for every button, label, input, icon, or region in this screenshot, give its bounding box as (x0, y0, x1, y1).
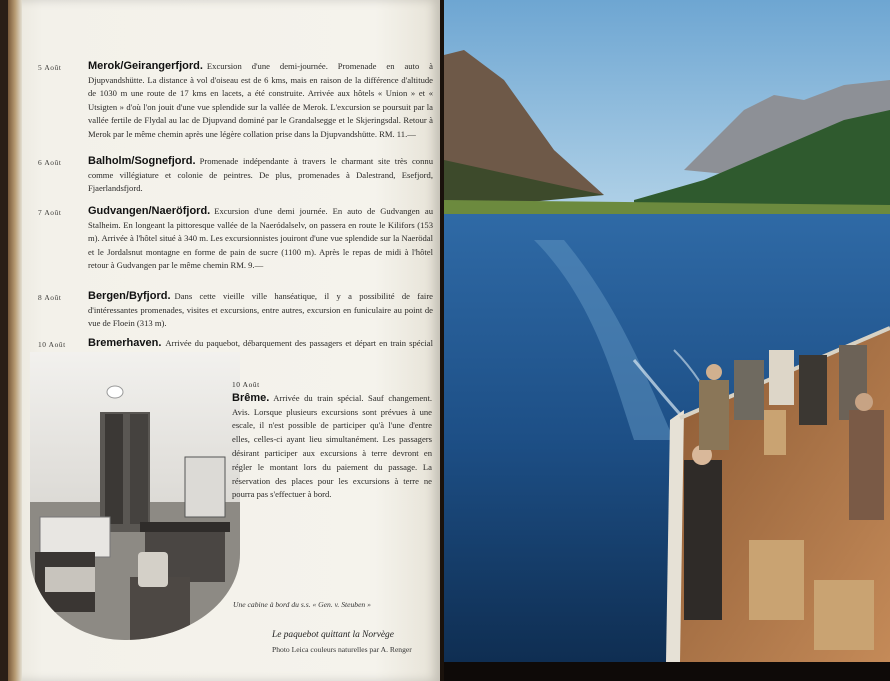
entry-text: Excursion d'une demi journée. En auto de Gudvangen au Stalheim. En longeant la pittoresque vallée de la Naeródalselv, on passera en route le Kilifors (153 m). Arrivée à l'hôtel situé à 340 m. Les excursionnistes jouiront d'une vue splendide sur la Naerödal et le Jordalsnut montagne en forme de pain de sucre (1100 m). Après le repas de midi à l'hôtel retour à Gudvangen par le même chemin RM. 9.— (88, 206, 433, 271)
itinerary-entry (38, 290, 433, 331)
entry-date: 7 Août (38, 208, 62, 217)
entry-text: Promenade indépendante à travers le charmant site très connu comme villégiature et colonie de peintres. De plus, promenades à Dalestrand, Esefjord, Fjaerlandsfjord. (88, 156, 433, 194)
entry-text: Dans cette vieille ville hanséatique, il y a possibilité de faire d'intéressantes promenades, visites et excursions, entre autres, excursion en funiculaire au point de vue de Floein (313 m). (88, 291, 433, 329)
page-shadow (444, 662, 890, 681)
entry-text: Arrivée du paquebot, débarquement des passagers et départ en train spécial (165, 338, 433, 348)
entry-date: 10 Août (38, 340, 66, 349)
cabin-illustration (30, 352, 240, 640)
entry-title: Brême. (232, 391, 270, 404)
ship-caption: Le paquebot quittant la Norvège (272, 630, 394, 640)
itinerary-entry (38, 60, 433, 142)
entry-title: Merok/Geirangerfjord. (88, 60, 203, 72)
cabin-photo (30, 352, 240, 640)
fjord-photo (444, 0, 890, 662)
entry-date: 5 Août (38, 63, 62, 72)
itinerary-entry (38, 205, 433, 273)
fjord-ship-deck-illustration (444, 0, 890, 662)
cabin-caption: Une cabine à bord du s.s. « Gen. v. Steuben » (233, 600, 371, 609)
entry-text: Arrivée du train spécial. Sauf changement. Avis. Lorsque plusieurs excursions sont prévues à une escale, il n'est possible de participer qu'à l'une d'entre elles, celles-ci ayant lieu simultanément. Les passagers désirant participer aux excursions à terre devront en régler le montant lors du paiement du passage. La réservation des places pour les excursions à terre ne pourra pas s'effectuer à bord. (232, 392, 432, 500)
entry-title: Balholm/Sognefjord. (88, 155, 196, 167)
entry-title: Bergen/Byfjord. (88, 290, 171, 302)
entry-title: Bremerhaven. (88, 337, 162, 349)
entry-date: 8 Août (38, 293, 62, 302)
breme-entry (232, 378, 432, 502)
left-page (8, 0, 440, 681)
entry-title: Gudvangen/Naeröfjord. (88, 205, 211, 217)
entry-text: Excursion d'une demi-journée. Promenade en auto à Djupvandshütte. La distance à vol d'oiseau est de 6 kms, mais en raison de la différence d'altitude de 1030 m une route de 17 kms en lacets, a été construite. Arrivée aux hôtels « Union » et « Utsigten » d'où l'on jouit d'une vue splendide sur la vallée de Merok. L'excursion se poursuit par la vallée fertile de Flydal au lac de Djupvand dominé par le Grandalsegge et le Skjeringsdal. Retour à Merok par le même chemin après une légère collation prise dans la Djupvandshütte. RM. 11.— (88, 61, 433, 139)
entry-date: 10 Août (232, 380, 260, 389)
entry-date: 6 Août (38, 158, 62, 167)
previous-page-edge (8, 0, 22, 681)
itinerary-entry (38, 155, 433, 196)
photo-credit: Photo Leica couleurs naturelles par A. Renger (272, 645, 412, 654)
